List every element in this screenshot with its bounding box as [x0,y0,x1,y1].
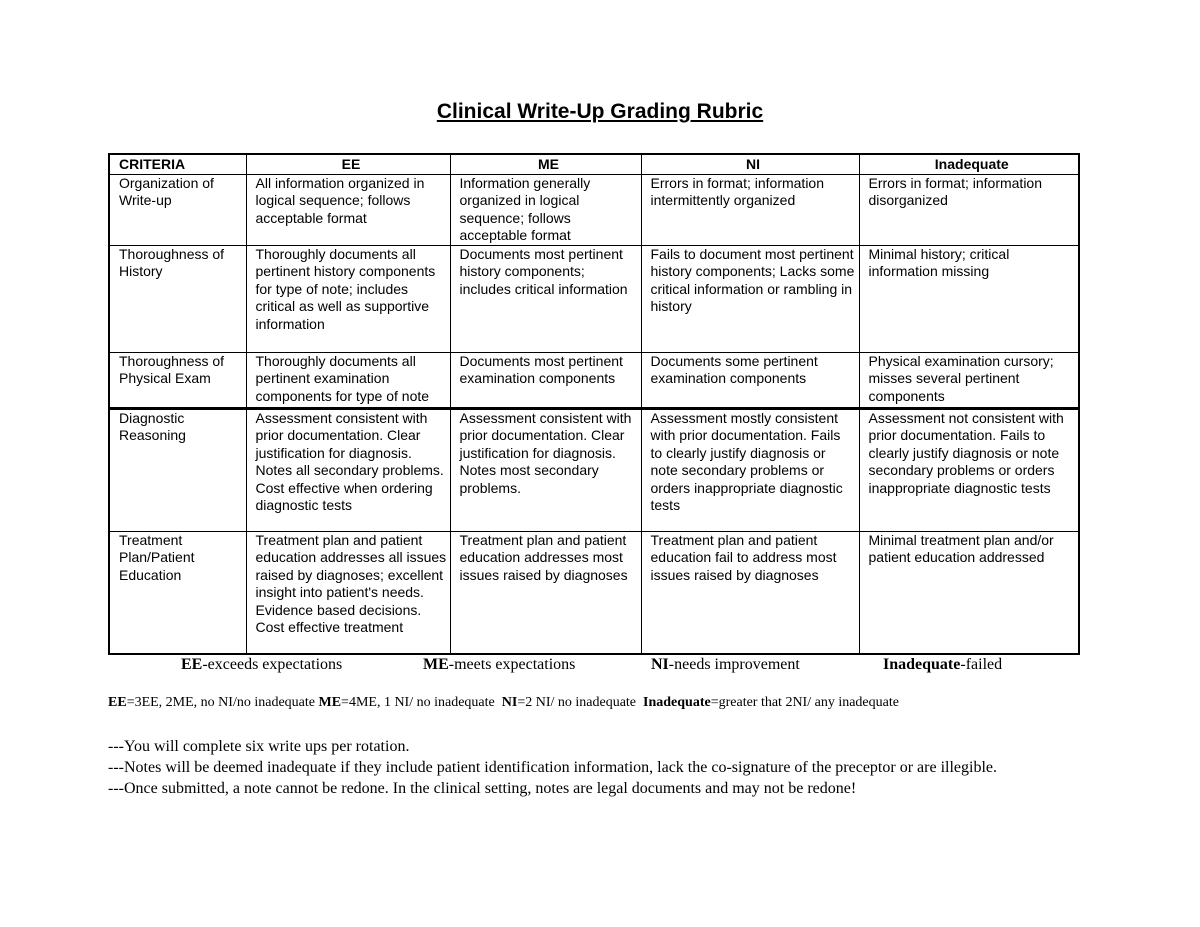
me-cell: Assessment consistent with prior documentation. Clear justification for diagnosis. Notes most secondary problems. [450,408,641,531]
legend-ni: NI-needs improvement [651,656,800,673]
ee-cell: Thoroughly documents all pertinent history components for type of note; includes critical as well as supportive information [246,245,450,352]
grade-legend [108,656,1078,678]
me-cell: Documents most pertinent history components; includes critical information [450,245,641,352]
criteria-cell: Thoroughness of History [109,245,246,352]
note-line: ---You will complete six write ups per rotation. [108,738,410,755]
ee-cell: All information organized in logical sequence; follows acceptable format [246,174,450,245]
legend-inadequate: Inadequate-failed [883,656,1003,673]
page-title: Clinical Write-Up Grading Rubric [436,100,764,123]
criteria-cell: Organization of Write-up [109,174,246,245]
inadequate-cell: Errors in format; information disorganized [859,174,1079,245]
ee-cell: Treatment plan and patient education addresses all issues raised by diagnoses; excellent insight into patient's needs. Evidence based decisions. Cost effective treatment [246,531,450,654]
me-cell: Documents most pertinent examination components [450,352,641,408]
criteria-cell: Diagnostic Reasoning [109,408,246,531]
table-row [109,408,1079,531]
ee-cell: Thoroughly documents all pertinent examination components for type of note [246,352,450,408]
header-criteria: CRITERIA [109,154,246,174]
inadequate-cell: Minimal treatment plan and/or patient education addressed [859,531,1079,654]
header-ee: EE [246,154,450,174]
ee-cell: Assessment consistent with prior documentation. Clear justification for diagnosis. Notes all secondary problems. Cost effective when ordering diagnostic tests [246,408,450,531]
note-line: ---Notes will be deemed inadequate if they include patient identification information, lack the co-signature of the preceptor or are illegible. [108,759,997,776]
table-row [109,245,1079,352]
ni-cell: Documents some pertinent examination components [641,352,859,408]
legend-me: ME-meets expectations [423,656,576,673]
table-row [109,352,1079,408]
table-row [109,174,1079,245]
header-me: ME [450,154,641,174]
ni-cell: Treatment plan and patient education fail to address most issues raised by diagnoses [641,531,859,654]
inadequate-cell: Minimal history; critical information missing [859,245,1079,352]
inadequate-cell: Physical examination cursory; misses several pertinent components [859,352,1079,408]
criteria-cell: Thoroughness of Physical Exam [109,352,246,408]
header-inadequate: Inadequate [859,154,1079,174]
ni-cell: Fails to document most pertinent history components; Lacks some critical information or rambling in history [641,245,859,352]
scoring-criteria: EE=3EE, 2ME, no NI/no inadequate ME=4ME, 1 NI/ no inadequate NI=2 NI/ no inadequate Inadequate=greater that 2NI/ any inadequate [108,695,899,710]
criteria-cell: Treatment Plan/Patient Education [109,531,246,654]
note-line: ---Once submitted, a note cannot be redone. In the clinical setting, notes are legal documents and may not be redone! [108,780,857,797]
grading-rubric-table [108,153,1080,655]
me-cell: Treatment plan and patient education addresses most issues raised by diagnoses [450,531,641,654]
header-ni: NI [641,154,859,174]
table-row [109,531,1079,654]
legend-ee: EE-exceeds expectations [181,656,343,673]
table-header-row [109,154,1079,174]
rotation-notes [108,736,1028,799]
me-cell: Information generally organized in logical sequence; follows acceptable format [450,174,641,245]
ni-cell: Assessment mostly consistent with prior documentation. Fails to clearly justify diagnosis or note secondary problems or orders inappropriate diagnostic tests [641,408,859,531]
inadequate-cell: Assessment not consistent with prior documentation. Fails to clearly justify diagnosis or note secondary problems or orders inappropriate diagnostic tests [859,408,1079,531]
ni-cell: Errors in format; information intermittently organized [641,174,859,245]
